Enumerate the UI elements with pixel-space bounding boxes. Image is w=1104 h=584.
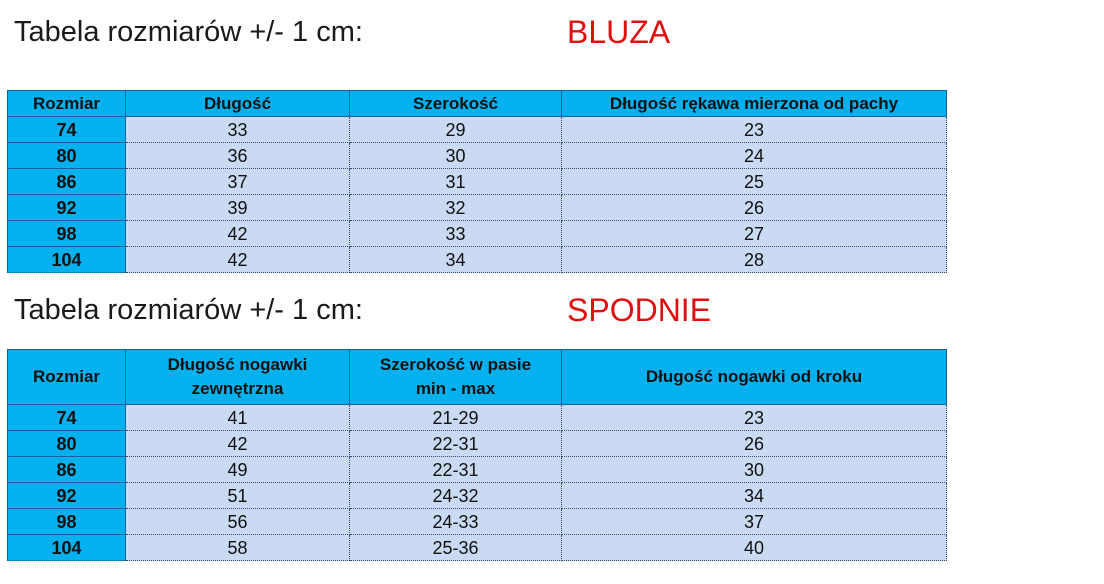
sleeve-cell: 27 xyxy=(562,221,947,247)
inseam-cell: 34 xyxy=(562,483,947,509)
header-rozmiar xyxy=(8,350,126,405)
table-row xyxy=(8,195,947,221)
outer-leg-cell: 42 xyxy=(126,431,350,457)
width-cell: 31 xyxy=(350,169,562,195)
length-cell: 42 xyxy=(126,247,350,273)
table-row xyxy=(8,483,947,509)
size-cell: 104 xyxy=(8,247,126,273)
inseam-cell: 37 xyxy=(562,509,947,535)
bluza-label: BLUZA xyxy=(567,14,671,50)
length-cell: 37 xyxy=(126,169,350,195)
outer-leg-cell: 51 xyxy=(126,483,350,509)
table-header-row xyxy=(8,350,947,405)
table-row xyxy=(8,247,947,273)
table-row xyxy=(8,431,947,457)
sleeve-cell: 26 xyxy=(562,195,947,221)
header-dlugosc-nogawki-od-kroku xyxy=(562,350,947,405)
header-line: Długość nogawki od kroku xyxy=(645,367,863,386)
sleeve-cell: 28 xyxy=(562,247,947,273)
size-cell: 80 xyxy=(8,431,126,457)
width-cell: 32 xyxy=(350,195,562,221)
header-line: Długość nogawki xyxy=(167,355,308,374)
waist-cell: 24-32 xyxy=(350,483,562,509)
table-header-row xyxy=(8,91,947,117)
table-row xyxy=(8,117,947,143)
length-cell: 33 xyxy=(126,117,350,143)
header-dlugosc-nogawki-zewnetrzna xyxy=(126,350,350,405)
header-dlugosc-rekawa: Długość rękawa mierzona od pachy xyxy=(562,91,947,117)
size-cell: 80 xyxy=(8,143,126,169)
spodnie-size-table xyxy=(7,349,947,561)
spodnie-section-title: Tabela rozmiarów +/- 1 cm: xyxy=(14,294,363,326)
spodnie-label: SPODNIE xyxy=(567,292,712,328)
inseam-cell: 30 xyxy=(562,457,947,483)
length-cell: 39 xyxy=(126,195,350,221)
size-cell: 74 xyxy=(8,117,126,143)
size-cell: 86 xyxy=(8,169,126,195)
length-cell: 42 xyxy=(126,221,350,247)
sleeve-cell: 25 xyxy=(562,169,947,195)
inseam-cell: 40 xyxy=(562,535,947,561)
width-cell: 33 xyxy=(350,221,562,247)
waist-cell: 21-29 xyxy=(350,405,562,431)
header-line: Szerokość w pasie xyxy=(379,355,532,374)
size-cell: 92 xyxy=(8,483,126,509)
sleeve-cell: 23 xyxy=(562,117,947,143)
table-row xyxy=(8,535,947,561)
width-cell: 34 xyxy=(350,247,562,273)
size-cell: 74 xyxy=(8,405,126,431)
waist-cell: 24-33 xyxy=(350,509,562,535)
length-cell: 36 xyxy=(126,143,350,169)
table-row xyxy=(8,221,947,247)
size-cell: 92 xyxy=(8,195,126,221)
header-line: zewnętrzna xyxy=(191,379,284,398)
header-line: Rozmiar xyxy=(32,367,101,386)
sleeve-cell: 24 xyxy=(562,143,947,169)
header-line: min - max xyxy=(415,379,496,398)
outer-leg-cell: 56 xyxy=(126,509,350,535)
table-row xyxy=(8,143,947,169)
size-cell: 98 xyxy=(8,509,126,535)
table-row xyxy=(8,169,947,195)
size-cell: 86 xyxy=(8,457,126,483)
width-cell: 30 xyxy=(350,143,562,169)
header-dlugosc: Długość xyxy=(126,91,350,117)
inseam-cell: 23 xyxy=(562,405,947,431)
inseam-cell: 26 xyxy=(562,431,947,457)
waist-cell: 22-31 xyxy=(350,431,562,457)
outer-leg-cell: 58 xyxy=(126,535,350,561)
table-row xyxy=(8,509,947,535)
waist-cell: 22-31 xyxy=(350,457,562,483)
header-rozmiar: Rozmiar xyxy=(8,91,126,117)
width-cell: 29 xyxy=(350,117,562,143)
header-szerokosc: Szerokość xyxy=(350,91,562,117)
outer-leg-cell: 41 xyxy=(126,405,350,431)
bluza-section-title: Tabela rozmiarów +/- 1 cm: xyxy=(14,16,363,48)
size-cell: 104 xyxy=(8,535,126,561)
outer-leg-cell: 49 xyxy=(126,457,350,483)
table-row xyxy=(8,457,947,483)
size-cell: 98 xyxy=(8,221,126,247)
waist-cell: 25-36 xyxy=(350,535,562,561)
header-szerokosc-w-pasie xyxy=(350,350,562,405)
table-row xyxy=(8,405,947,431)
bluza-size-table xyxy=(7,90,947,273)
